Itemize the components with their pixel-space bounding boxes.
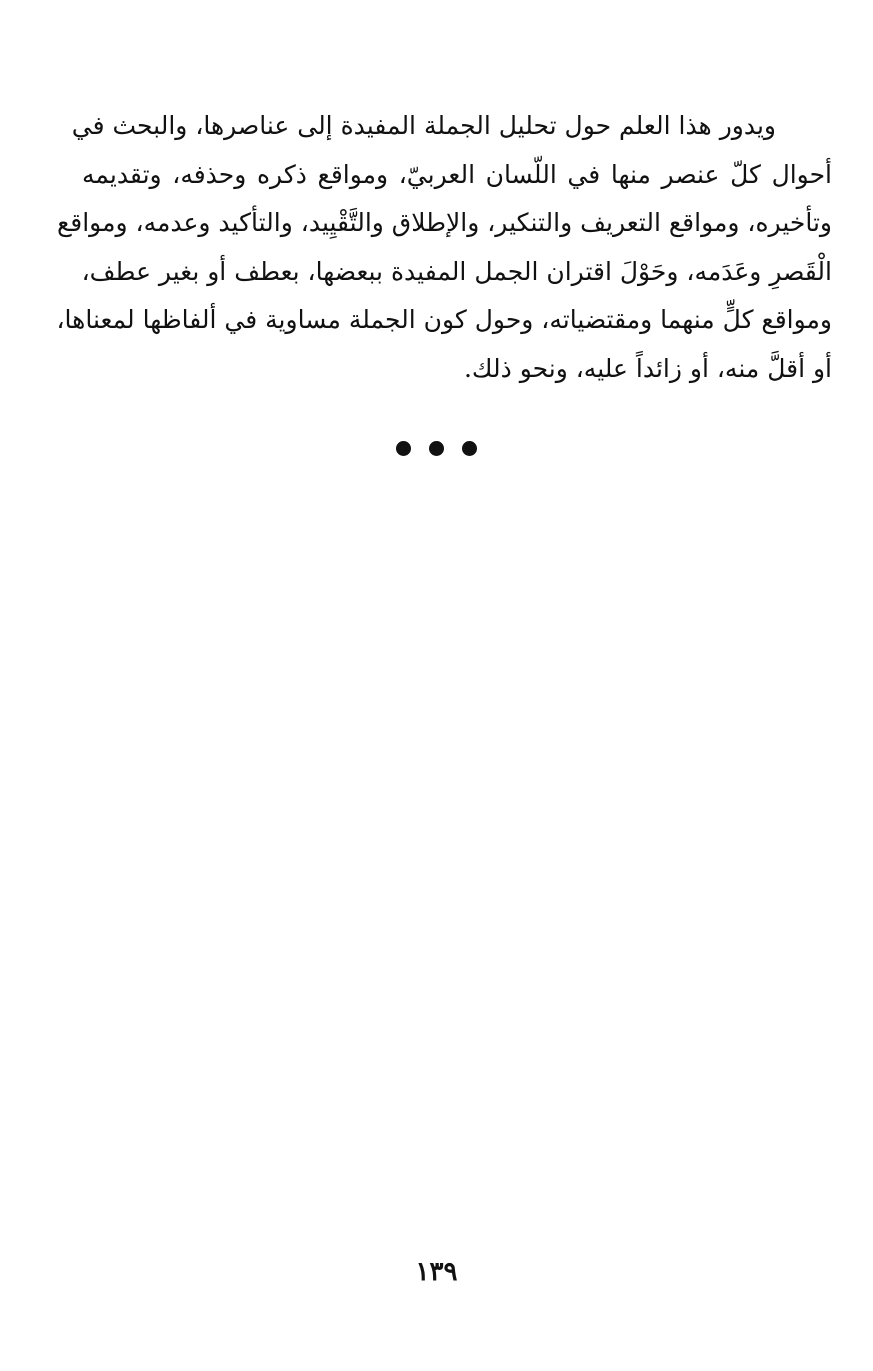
paragraph-line: الْقَصرِ وعَدَمه، وحَوْلَ اقتران الجمل المفيدة ببعضها، بعطف أو بغير عطف، [81, 256, 832, 286]
paragraph-line: ويدور هذا العلم حول تحليل الجملة المفيدة إلى عناصرها، والبحث في [71, 111, 776, 140]
separator-dot [429, 441, 444, 456]
paragraph-line: وتأخيره، ومواقع التعريف والتنكير، والإطلاق والتَّقْيِيد، والتأكيد وعدمه، ومواقع [56, 208, 832, 237]
paragraph-line: ومواقع كلٍّ منهما ومقتضياته، وحول كون الجملة مساوية في ألفاظها لمعناها، [56, 305, 832, 334]
separator-dot [462, 441, 477, 456]
paragraph-line: أو أقلَّ منه، أو زائداً عليه، ونحو ذلك. [463, 353, 832, 383]
page-number: ١٣٩ [415, 1257, 458, 1287]
paragraph-line: أحوال كلّ عنصر منها في اللّسان العربيّ، ومواقع ذكره وحذفه، وتقديمه [82, 159, 832, 189]
separator-dot [396, 441, 411, 456]
section-separator [0, 441, 873, 456]
body-paragraph [56, 102, 832, 393]
